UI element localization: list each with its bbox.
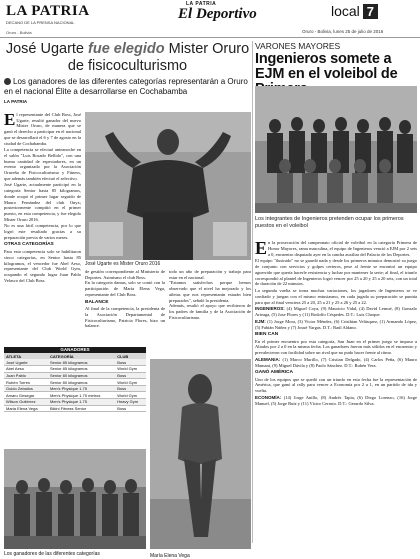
column-divider — [252, 41, 253, 543]
photo-caption: José Ugarte es Mister Oruro 2016 — [85, 261, 161, 267]
table-row — [4, 379, 146, 386]
table-cell: Juan Pablo — [4, 372, 48, 379]
group-photo-caption: Los ganadores de las diferentes categorías — [4, 551, 100, 557]
byline: LA PATRIA — [4, 99, 28, 104]
column-header: CATEGORÍA — [48, 353, 115, 359]
winners-grid — [4, 353, 146, 412]
lineup-paragraph: ALEMANIA: (1) Marco Murillo, (7) Cristian Delgado, (4) Carlos Peña, (6) Mauro Mamani, (9) Miguel Dávila y (8) Paolo Sánchez. D.T.: Rubén Vera. — [255, 356, 417, 368]
volleyball-team-photo — [255, 86, 417, 213]
table-cell: Men's Physique 1.75 — [48, 399, 115, 406]
table-row — [4, 366, 146, 373]
page-number: 7 — [363, 4, 378, 19]
winners-table — [4, 347, 146, 447]
table-cell: Bikini Fitness Senior — [48, 405, 115, 412]
headline-emphasis: fue elegido — [88, 41, 165, 57]
bodybuilding-story — [4, 41, 251, 559]
paragraph: José Ugarte, actualmente participó en la categoría Senior hasta 85 kilogramos, donde ocupó el primer lugar seguido de Mauro Fernández del club Onyx; posteriormente compitió en el primer puesto, en esta competencia, y fue elegido Mister Oruro 2016. — [4, 182, 81, 222]
table-title: GANADORES — [4, 347, 146, 353]
column-header: ATLETA — [4, 353, 48, 359]
body-column-b — [85, 269, 165, 355]
team-label: ALEMANIA: — [255, 356, 281, 362]
body-column-a — [4, 112, 81, 344]
table-cell: World Gym — [115, 379, 146, 386]
paragraph: En la categoría damas, solo se contó con la participación de María Elena Vega, representante del Club Boss. — [85, 280, 165, 297]
table-cell: Senior 80 kilogramos — [48, 372, 115, 379]
subheading: BIEN CAN — [255, 332, 279, 338]
brand-logo: LA PATRIA — [6, 3, 90, 19]
table-cell: Men's Physique 1.75 — [48, 385, 115, 392]
bullet-icon — [4, 78, 11, 85]
paragraph: En la prosecución del campeonato oficial de voleibol en la categoría Primera de Honor Mayores, rama masculina, el equipo de Ingenieros venció a EJM por 2 sets a 0, encuentro disputado ayer en la cancha auxiliar del Palacio de los Deportes. — [255, 238, 417, 258]
paragraph: todo un año de preparación y trabajo para estar en el nacional. — [169, 269, 251, 280]
story-headline: Ingenieros somete a EJM en el voleibol de — [255, 51, 398, 82]
table-cell: Heavy Gym — [115, 399, 146, 406]
brand-subtitle: DECANO DE LA PRENSA NACIONAL — [6, 20, 75, 25]
lineup-paragraph: EJM: (1) Jorge Mora, (3) Victor Méndez, (6) Cristhian Velásquez, (1) Armando López, (5) Fabián Núñez y (7) Josué Vargas. D.T.: Raúl Aldano. — [255, 318, 417, 330]
story-deck — [4, 77, 251, 96]
table-cell: Boss — [115, 359, 146, 366]
table-cell: Senior 85 kilogramos — [48, 366, 115, 373]
table-row — [4, 405, 146, 412]
story-kicker: VARONES MAYORES — [255, 41, 341, 51]
story-headline — [4, 41, 251, 75]
column-header: CLUB — [115, 353, 146, 359]
masthead — [0, 0, 420, 38]
table-row — [4, 372, 146, 379]
paragraph: Al final de la competencia, la presidenta de la Asociación Departamental de Fisicoculturismo, Patricia Flores, hizo un balance. — [85, 306, 165, 329]
female-athlete-caption: María Elena Vega — [150, 553, 190, 559]
body-column-c — [169, 269, 251, 355]
paragraph: de gestión correspondiente al Ministerio de Deportes. Asimismo el club Boss. — [85, 269, 165, 280]
subheading: GANÓ AMÉRICA — [255, 370, 293, 376]
drop-cap: E — [4, 110, 16, 129]
table-cell: Senior 85 kilogramos — [48, 359, 115, 366]
table-cell: Boss — [115, 385, 146, 392]
table-cell: Boss — [115, 405, 146, 412]
section-logo — [178, 1, 257, 23]
table-cell: Guido Zeballos — [4, 385, 48, 392]
table-row — [4, 385, 146, 392]
table-cell: Senior 80 kilogramos — [48, 379, 115, 386]
volleyball-body — [255, 240, 417, 543]
lineup-paragraph: ECONOMÍA: (14) Jorge Anillo, (8) Andrés Tapia, (6) Diego Lorenzo, (16) Jorge Manuel, (5) Jorge Ruíz y (11) Víctor Cerruto. D.T.: Gerardo Silva. — [255, 394, 417, 406]
team-photo-caption: Los integrantes de Ingenieros pretenden ocupar los primeros puestos en el voleibol — [255, 216, 404, 229]
team-label: EJM: — [255, 318, 266, 324]
table-cell: World Gym — [115, 366, 146, 373]
paragraph: El equipo "ilustrado" no se guardó nada y desde los primeros minutos demostró su juego de conjunto con servicios y golpes certeros, pese al frente se encontró un equipo aguerrido que quería hacerle resistencia y luchar por mantener la serie; al final, el triunfo correspondió al plantel de Ingenieros logró vencer por 25 a 20 y 25 a 20 sets, con un total de duración de 22 minutos. — [255, 258, 417, 287]
section-prefix: El — [178, 6, 193, 22]
table-row — [4, 392, 146, 399]
section-name: Deportivo — [195, 6, 257, 22]
headline-plain: José Ugarte — [5, 41, 84, 57]
table-cell: Rubén Torres — [4, 379, 48, 386]
paragraph: "Estamos satisfechos porque hemos observado que el nivel ha mejorado y los atletas que nos representarán estarán bien preparados", señaló la presidenta. — [169, 280, 251, 303]
table-cell: Amaru Gesegar — [4, 392, 48, 399]
section-logo-small: LA PATRIA — [186, 1, 217, 7]
subheading: OTRAS CATEGORÍAS — [4, 242, 54, 248]
paragraph: Para esta competencia solo se habilitaron cinco categorías, en Senior hasta 85 kilogramos, el vencedor fue Abel Aeso, representante del Club World Gym, ocupando el segundo lugar Juan Pablo Velasco del Club Boss. — [4, 249, 81, 283]
paragraph: El representante del Club Boss, José Ugarte, resultó ganador del nuevo Mister Oruro, de manera que se ganó el derecho a participar en el nacional que se desarrollará el 6 y 7 de agosto en la ciudad de Cochabamba. — [4, 110, 81, 146]
team-label: INGENIEROS: — [255, 306, 285, 312]
paragraph: No es una fácil competencia, por lo que logró este resultado gracias a su preparación previa de varios meses. — [4, 223, 81, 240]
winners-group-photo — [4, 449, 146, 549]
table-cell: Men's Physique 1.75 metros — [48, 392, 115, 399]
paragraph: En el primer encuentro por esta categoría, San Juan en el primer juego se impuso a Aliados por 2 a 0 en la misma fecha. Los ganadores fueron más sólidos en el encuentro y prevalecieron con facilidad sobre un rival que no pudo hacer frente al ritmo. — [255, 338, 417, 355]
local-label: local — [331, 3, 360, 19]
volleyball-story — [255, 41, 417, 543]
table-cell: Maria Elena Vega — [4, 405, 48, 412]
table-cell: José Ugarte — [4, 359, 48, 366]
paragraph: La segunda vuelta se torna muchas variaciones, los jugadores de Ingenieros se ve confiado y juegan con el mismo entusiasmo, en cada jugada su preparación se puntúa para que al final venciera 25 a 20, 25 a 21 y 25 a 26 y 25 a 22. — [255, 288, 417, 305]
headline-rest: Mister Oruro de fisicoculturismo — [67, 41, 250, 74]
section-tag — [331, 3, 378, 19]
deck-text: Los ganadores de las diferentes categorías representarán a Oruro en el nacional Élite a desarrollarse en Cochabamba — [4, 77, 248, 96]
table-row — [4, 399, 146, 406]
table-cell: Boss — [115, 372, 146, 379]
subheading: BALANCE — [85, 299, 109, 305]
lineup-paragraph: INGENIEROS: (4) Miguel Coya, (9) Mauricio Vidal, (4) David Lemué, (8) Gonzalo Arteaga, (5) Jose Flores y (11) Rodolfo Céspedes. D.T.: Luis Choque. — [255, 306, 418, 317]
location-label: Oruro - Bolivia — [6, 30, 32, 35]
table-row — [4, 359, 146, 366]
paragraph: La competencia se efectuó anteanoche en el salón "Luis Rosado Bellido", con una buena cantidad de espectadores, en un evento organizado por la Asociación Orureña de Fisicoculturismo y Fitness, que además también efectuó el selectivo. — [4, 147, 81, 181]
female-athlete-photo — [150, 359, 251, 549]
table-cell: Abel Aeso — [4, 366, 48, 373]
table-cell: Wilson Gutiérrez — [4, 399, 48, 406]
bodybuilder-photo — [85, 112, 251, 260]
team-label: ECONOMÍA: — [255, 394, 282, 400]
issue-date: Oruro - Bolivia, lunes 25 de julio de 2016 — [302, 29, 384, 34]
table-cell: World Gym — [115, 392, 146, 399]
paragraph: Uno de los equipos que se quedó con un triunfo en esta fecha fue la representación de América, que ganó al rally para vencer a Economía por 2 a 1, en un partido de ida y vuelta. — [255, 376, 417, 393]
drop-cap: E — [255, 238, 268, 258]
paragraph: Además, resaltó el apoyo que recibieron de los padres de familia y de la Asociación de Fisicoculturismo. — [169, 303, 251, 320]
